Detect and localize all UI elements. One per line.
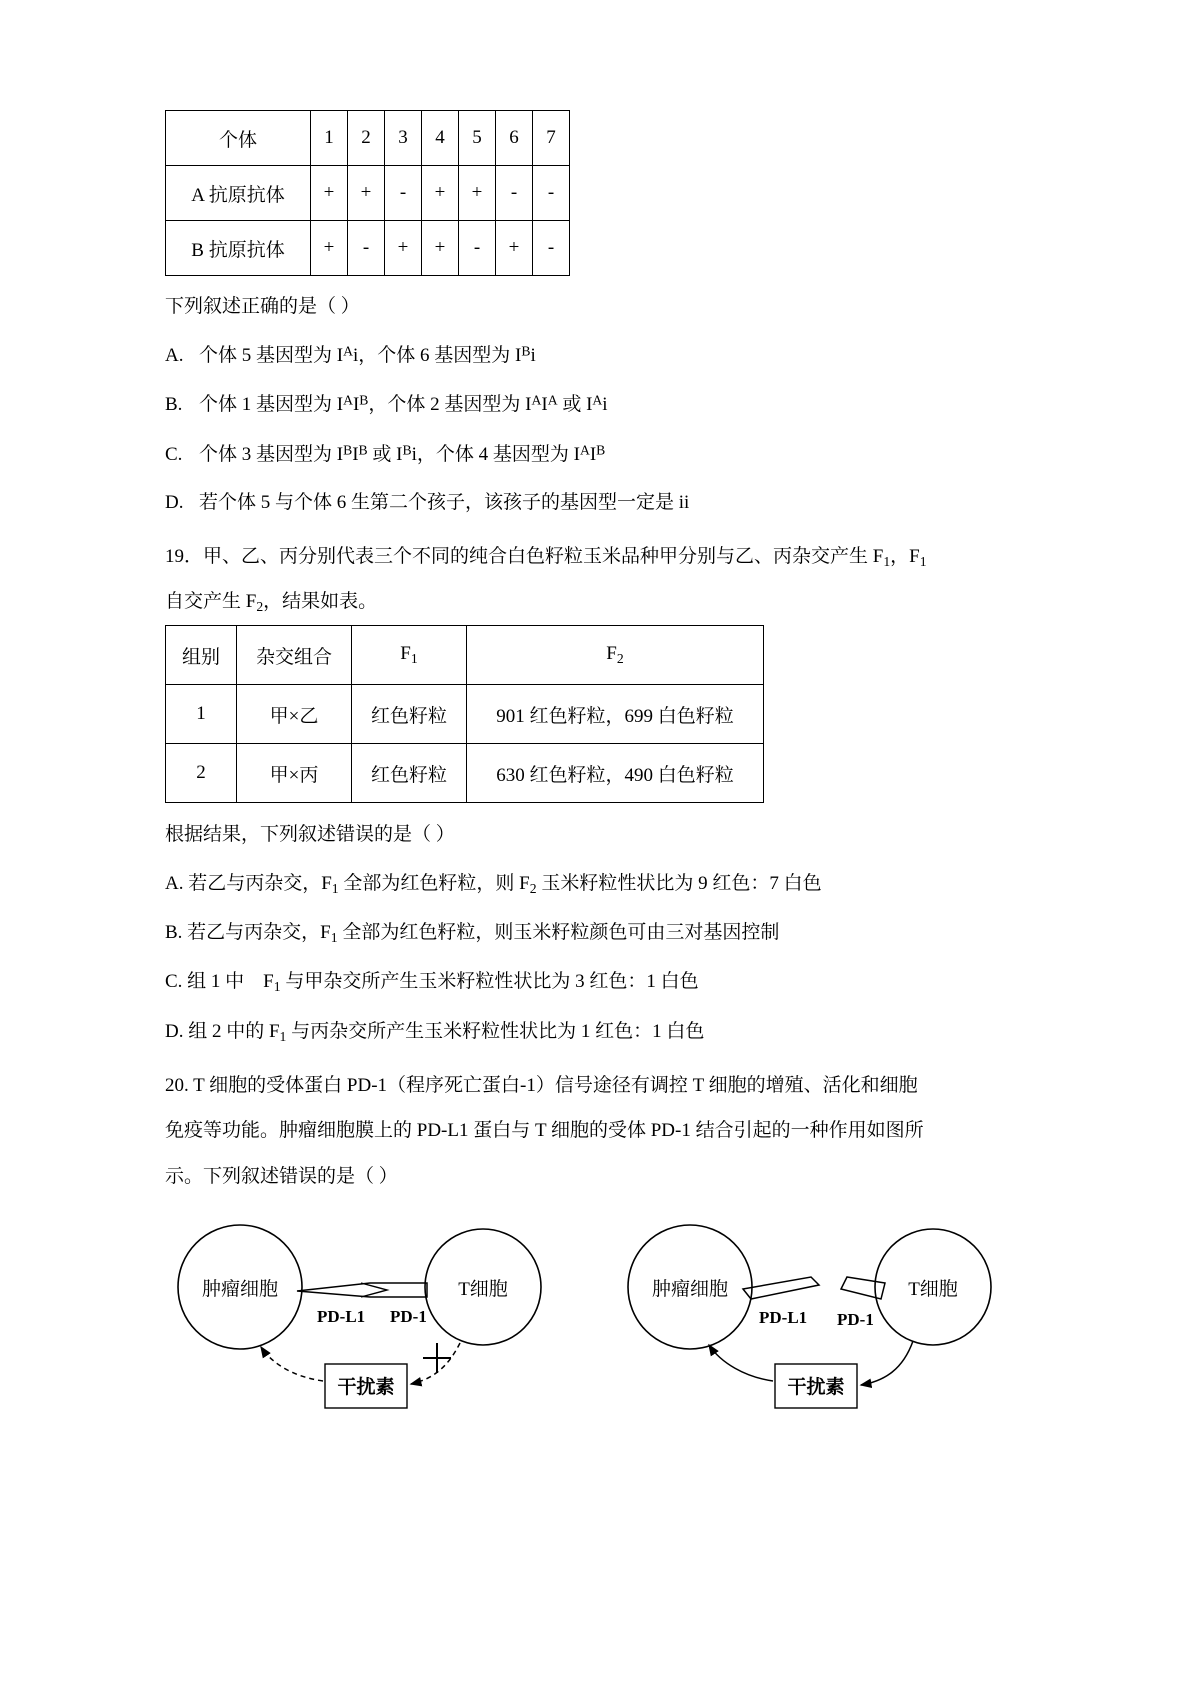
table-header-cell: 7 xyxy=(533,111,570,166)
table-header-cell: 个体 xyxy=(166,111,311,166)
q20-stem-line1: 20. T 细胞的受体蛋白 PD-1（程序死亡蛋白-1）信号途径有调控 T 细胞的增殖、活化和细胞 xyxy=(165,1075,918,1097)
option-label: D. xyxy=(165,492,184,514)
q19-stem-line1 xyxy=(165,540,1045,574)
table-cell: 630 红色籽粒，490 白色籽粒 xyxy=(467,744,764,803)
table-cell: - xyxy=(348,221,385,276)
table-header-cell: 杂交组合 xyxy=(237,626,352,685)
table-cell: + xyxy=(311,221,348,276)
table-cell: + xyxy=(311,166,348,221)
table-cell: 红色籽粒 xyxy=(352,744,467,803)
q19-stem-tail2: ，结果如表。 xyxy=(263,591,378,613)
pd-l1-shape-right xyxy=(743,1277,819,1299)
table-cell: + xyxy=(422,221,459,276)
table-cell: - xyxy=(533,166,570,221)
t-cell-to-interferon-arrow-left xyxy=(411,1343,460,1384)
corn-cross-table xyxy=(165,625,764,803)
q18-option-b xyxy=(165,391,1045,420)
table-row xyxy=(166,626,764,685)
table-header-cell: 6 xyxy=(496,111,533,166)
table-header-cell: 4 xyxy=(422,111,459,166)
interferon-to-tumor-arrow-left xyxy=(261,1347,323,1381)
table-cell: 1 xyxy=(166,685,237,744)
q19-option-c: C. 组 1 中 $F_1$ 与甲杂交所产生玉米籽粒性状比为 3 红色：1 白色 xyxy=(165,971,699,995)
table-cell: - xyxy=(459,221,496,276)
t-cell-label-left: T细胞 xyxy=(458,1278,508,1300)
option-label: B. xyxy=(165,394,183,416)
q19-stem-text: 19．甲、乙、丙分别代表三个不同的纯合白色籽粒玉米品种甲分别与乙、丙杂交产生 F xyxy=(165,545,884,567)
interferon-to-tumor-arrow-right xyxy=(709,1345,773,1381)
table-cell: 红色籽粒 xyxy=(352,685,467,744)
pd-l1-label-left: PD-L1 xyxy=(317,1306,366,1326)
table-header-cell: 组别 xyxy=(166,626,237,685)
table-row xyxy=(166,111,570,166)
pd-1-label-right: PD-1 xyxy=(837,1309,874,1329)
table-cell: - xyxy=(533,221,570,276)
blood-antigen-table xyxy=(165,110,570,276)
q18-option-d xyxy=(165,489,1045,518)
table-row xyxy=(166,166,570,221)
q19-option-b: B. 若乙与丙杂交，$F_1$ 全部为红色籽粒，则玉米籽粒颜色可由三对基因控制 xyxy=(165,922,780,945)
t-cell-to-interferon-arrow-right xyxy=(861,1341,913,1385)
subscript: 2 xyxy=(256,599,264,615)
table-row xyxy=(166,221,570,276)
binding-notch-left xyxy=(361,1283,387,1297)
table-cell: + xyxy=(348,166,385,221)
table-cell: + xyxy=(496,221,533,276)
table-cell: 2 xyxy=(166,744,237,803)
table-cell: 甲×乙 xyxy=(237,685,352,744)
pd-l1-label-right: PD-L1 xyxy=(759,1307,808,1327)
q19-option-d: D. 组 2 中的 $F_1$ 与丙杂交所产生玉米籽粒性状比为 1 红色：1 白色 xyxy=(165,1020,705,1044)
q19-stem-line2 xyxy=(165,585,1045,619)
pd-1-label-left: PD-1 xyxy=(390,1306,427,1326)
q20-stem-line3: 示。下列叙述错误的是（ ） xyxy=(165,1165,398,1187)
table-cell: 901 红色籽粒，699 白色籽粒 xyxy=(467,685,764,744)
table-header-cell: 1 xyxy=(311,111,348,166)
q18-option-c xyxy=(165,440,1045,469)
table-header-cell: 5 xyxy=(459,111,496,166)
subscript: 1 xyxy=(883,553,891,569)
tumor-cell-label-left: 肿瘤细胞 xyxy=(201,1278,279,1300)
q18-stem: 下列叙述正确的是（ ） xyxy=(165,296,360,317)
option-text: 若个体 5 与个体 6 生第二个孩子，该孩子的基因型一定是 ii xyxy=(199,492,690,514)
row-label: B 抗原抗体 xyxy=(166,221,311,276)
q19-option-a: A. 若乙与丙杂交，$F_1$ 全部为红色籽粒，则 $F_2$ 玉米籽粒性状比为 9 红色：7 白色 xyxy=(165,872,822,896)
table-row xyxy=(166,744,764,803)
q18-option-a xyxy=(165,342,1045,371)
table-header-cell: $F_2$ xyxy=(467,626,764,685)
t-cell-label-right: T细胞 xyxy=(908,1278,958,1300)
row-label: A 抗原抗体 xyxy=(166,166,311,221)
q19-prompt: 根据结果，下列叙述错误的是（ ） xyxy=(165,824,455,846)
interferon-label-right: 干扰素 xyxy=(787,1376,845,1398)
inhibition-mark-left xyxy=(423,1343,451,1373)
left-diagram-panel xyxy=(178,1225,541,1408)
table-header-cell: 3 xyxy=(385,111,422,166)
table-cell: 甲×丙 xyxy=(237,744,352,803)
table-cell: + xyxy=(422,166,459,221)
q20-stem-line2: 免疫等功能。肿瘤细胞膜上的 PD-L1 蛋白与 T 细胞的受体 PD-1 结合引起的一种作用如图所 xyxy=(165,1120,924,1142)
option-label: A. xyxy=(165,345,184,367)
option-text: 个体 5 基因型为 $I^Ai$，个体 6 基因型为 $I^Bi$ xyxy=(199,343,536,367)
table-cell: + xyxy=(385,221,422,276)
q19-stem-tail: ，F xyxy=(890,545,920,567)
table-cell: - xyxy=(385,166,422,221)
table-header-cell: 2 xyxy=(348,111,385,166)
pd-1-shape-right xyxy=(841,1277,885,1299)
right-diagram-panel xyxy=(628,1225,991,1408)
table-cell: - xyxy=(496,166,533,221)
tumor-cell-label-right: 肿瘤细胞 xyxy=(651,1278,729,1300)
option-text: 个体 1 基因型为 $I^AI^B$，个体 2 基因型为 $I^AI^A$ 或 $I^Ai$ xyxy=(199,392,608,416)
pd1-pdl1-diagram xyxy=(165,1219,1045,1489)
pd-l1-pd-1-binding-left xyxy=(297,1283,427,1297)
option-label: C. xyxy=(165,443,183,465)
table-row xyxy=(166,685,764,744)
table-cell: + xyxy=(459,166,496,221)
page-content xyxy=(165,110,1045,1489)
interferon-label-left: 干扰素 xyxy=(337,1376,395,1398)
table-header-cell: $F_1$ xyxy=(352,626,467,685)
subscript: 1 xyxy=(919,553,927,569)
option-text: 个体 3 基因型为 $I^BI^B$ 或 $I^Bi$，个体 4 基因型为 $I^AI^B$ xyxy=(199,441,606,465)
q19-stem-text2: 自交产生 F xyxy=(165,591,257,613)
